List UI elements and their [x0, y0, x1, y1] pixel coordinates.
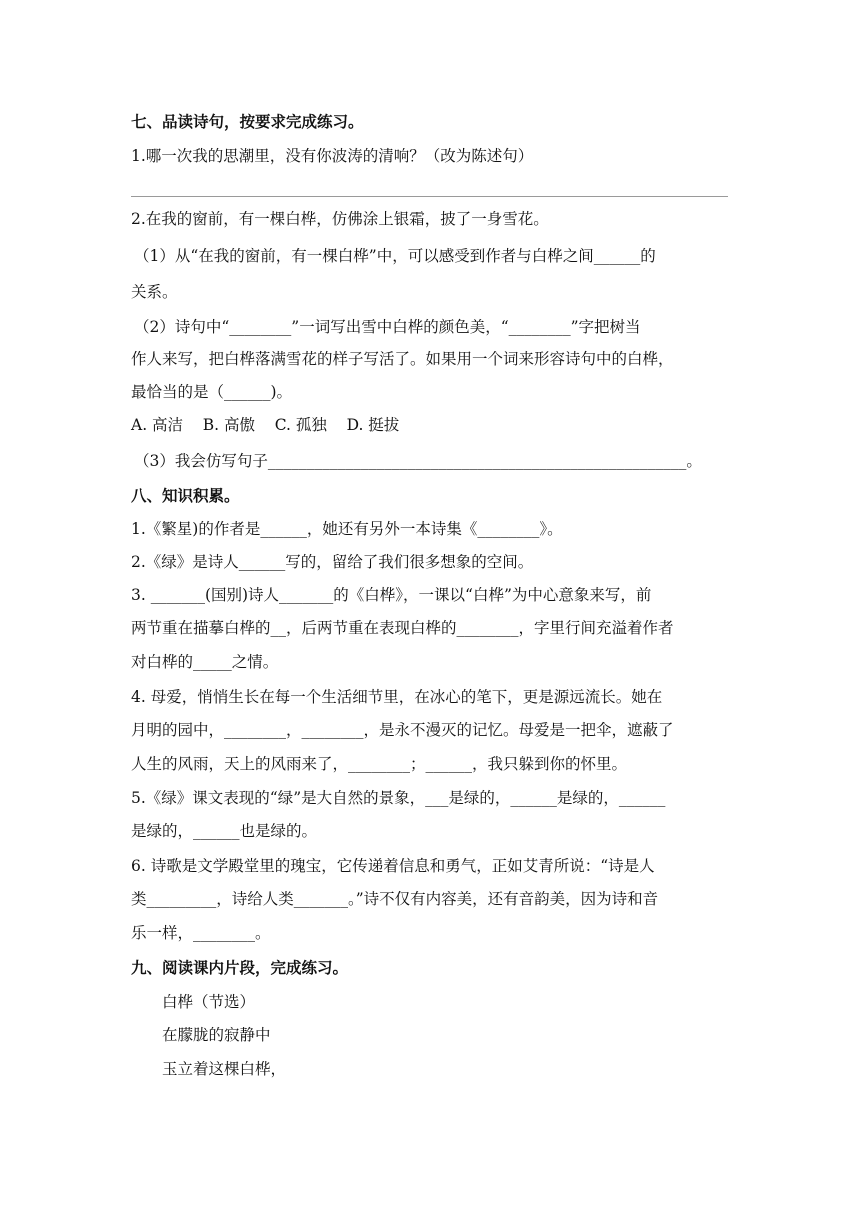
question-7-2-2-line-3: 最恰当的是（______)。 — [131, 383, 293, 401]
question-7-2-2-line-2: 作人来写，把白桦落满雪花的样子写活了。如果用一个词来形容诗句中的白桦， — [131, 350, 674, 368]
question-7-2-1-line-1: （1）从“在我的窗前，有一棵白桦”中，可以感受到作者与白桦之间______的 — [134, 247, 656, 265]
question-8-6-line-3: 乐一样，________。 — [131, 924, 271, 942]
section-7-heading: 七、品读诗句，按要求完成练习。 — [131, 112, 364, 131]
question-8-5-line-1: 5.《绿》课文表现的“绿”是大自然的景象，___是绿的，______是绿的，______ — [131, 789, 666, 807]
question-8-2: 2.《绿》是诗人______写的，留给了我们很多想象的空间。 — [131, 553, 534, 571]
question-8-6-line-2: 类_________，诗给人类_______。”诗不仅有内容美，还有音韵美，因为诗和音 — [131, 890, 659, 908]
question-8-3-line-2: 两节重在描摹白桦的__，后两节重在表现白桦的________，字里行间充溢着作者 — [131, 619, 674, 637]
answer-line — [131, 196, 728, 197]
question-7-2: 2.在我的窗前，有一棵白桦，仿佛涂上银霜，披了一身雪花。 — [131, 210, 549, 228]
answer-options: A. 高洁 B. 高傲 C. 孤独 D. 挺拔 — [131, 416, 400, 434]
poem-line-1: 在朦胧的寂静中 — [162, 1026, 271, 1044]
question-8-4-line-2: 月明的园中，________，________，是永不漫灭的记忆。母爱是一把伞，遮蔽了 — [131, 721, 674, 739]
poem-line-2: 玉立着这棵白桦， — [162, 1060, 287, 1078]
question-7-2-1-line-2: 关系。 — [131, 283, 178, 301]
question-8-1: 1.《繁星)的作者是______，她还有另外一本诗集《________》。 — [131, 520, 563, 538]
question-8-6-line-1: 6. 诗歌是文学殿堂里的瑰宝，它传递着信息和勇气，正如艾青所说：“诗是人 — [131, 857, 655, 875]
question-8-4-line-3: 人生的风雨，天上的风雨来了，________；______，我只躲到你的怀里。 — [131, 755, 628, 773]
question-7-1: 1.哪一次我的思潮里，没有你波涛的清响？（改为陈述句） — [131, 147, 534, 165]
poem-title: 白桦（节选） — [162, 993, 256, 1011]
section-9-heading: 九、阅读课内片段，完成练习。 — [131, 958, 349, 977]
question-8-4-line-1: 4. 母爱，悄悄生长在每一个生活细节里，在冰心的笔下，更是源远流长。她在 — [131, 688, 663, 706]
question-7-2-2-line-1: （2）诗句中“________”一词写出雪中白桦的颜色美，“________”字把树当 — [134, 318, 641, 336]
section-8-heading: 八、知识积累。 — [131, 486, 240, 505]
question-7-2-3: （3）我会仿写句子______________________________________________________。 — [134, 452, 702, 470]
question-8-3-line-3: 对白桦的_____之情。 — [131, 653, 279, 671]
question-8-5-line-2: 是绿的，______也是绿的。 — [131, 822, 318, 840]
question-8-3-line-1: 3. _______(国别)诗人_______的《白桦》，一课以“白桦”为中心意象来写，前 — [131, 586, 652, 604]
